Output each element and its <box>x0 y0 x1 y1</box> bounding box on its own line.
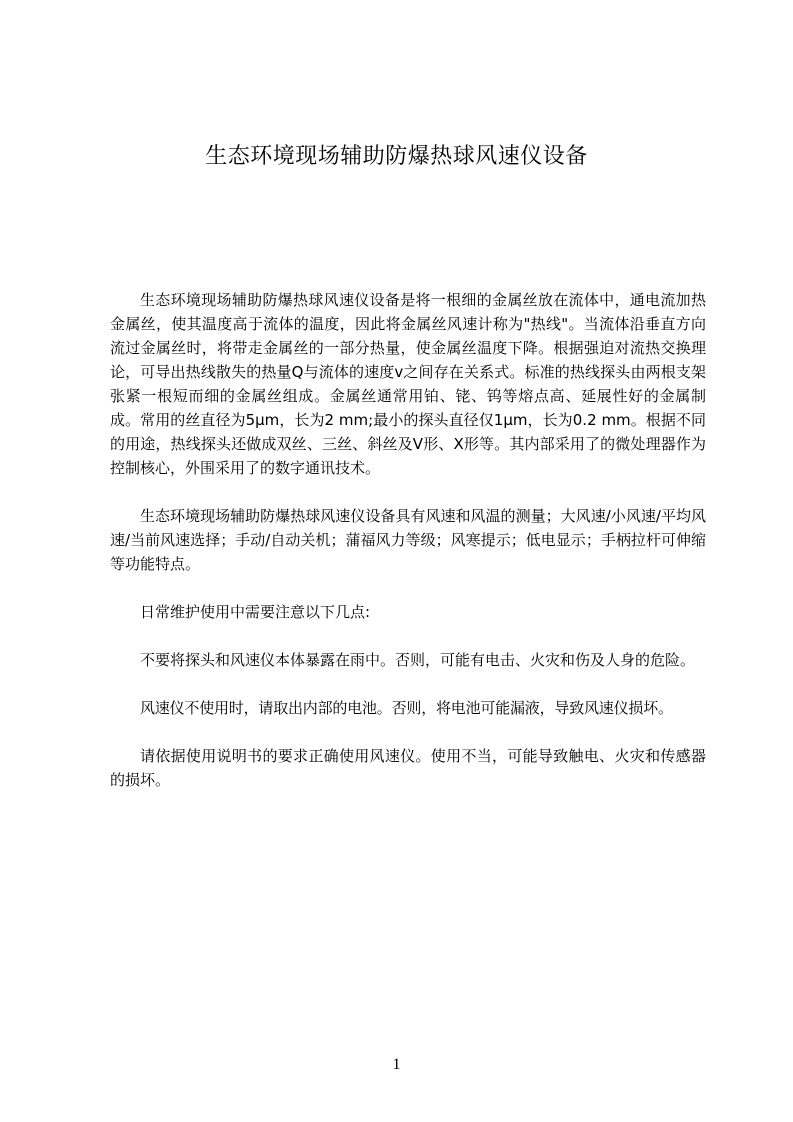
paragraph-battery-warning: 风速仪不使用时，请取出内部的电池。否则，将电池可能漏液，导致风速仪损坏。 <box>140 699 673 717</box>
document-body <box>110 288 706 792</box>
paragraph-principle: 生态环境现场辅助防爆热球风速仪设备是将一根细的金属丝放在流体中，通电流加热金属丝，使其温度高于流体的温度，因此将金属丝风速计称为"热线"。当流体沿垂直方向流过金属丝时，将带走金属丝的一部分热量，使金属丝温度下降。根据强迫对流热交换理论，可导出热线散失的热量Q与流体的速度v之间存在关系式。标准的热线探头由两根支架张紧一根短而细的金属丝组成。金属丝通常用铂、铑、钨等熔点高、延展性好的金属制成。常用的丝直径为5μm，长为2 mm;最小的探头直径仅1μm，长为0.2 mm。根据不同的用途，热线探头还做成双丝、三丝、斜丝及V形、X形等。其内部采用了的微处理器作为控制核心，外围采用了的数字通讯技术。 <box>110 291 706 477</box>
page-number: 1 <box>392 1056 401 1073</box>
page-title: 生态环境现场辅助防爆热球风速仪设备 <box>205 144 588 169</box>
paragraph-features: 生态环境现场辅助防爆热球风速仪设备具有风速和风温的测量；大风速/小风速/平均风速/当前风速选择；手动/自动关机；蒲福风力等级；风寒提示；低电显示；手柄拉杆可伸缩等功能特点。 <box>110 507 706 573</box>
paragraph-rain-warning: 不要将探头和风速仪本体暴露在雨中。否则，可能有电击、火灾和伤及人身的危险。 <box>140 651 696 669</box>
paragraph-manual-warning: 请依据使用说明书的要求正确使用风速仪。使用不当，可能导致触电、火灾和传感器的损坏。 <box>110 747 706 789</box>
paragraph-maintenance-intro: 日常维护使用中需要注意以下几点: <box>140 603 371 621</box>
